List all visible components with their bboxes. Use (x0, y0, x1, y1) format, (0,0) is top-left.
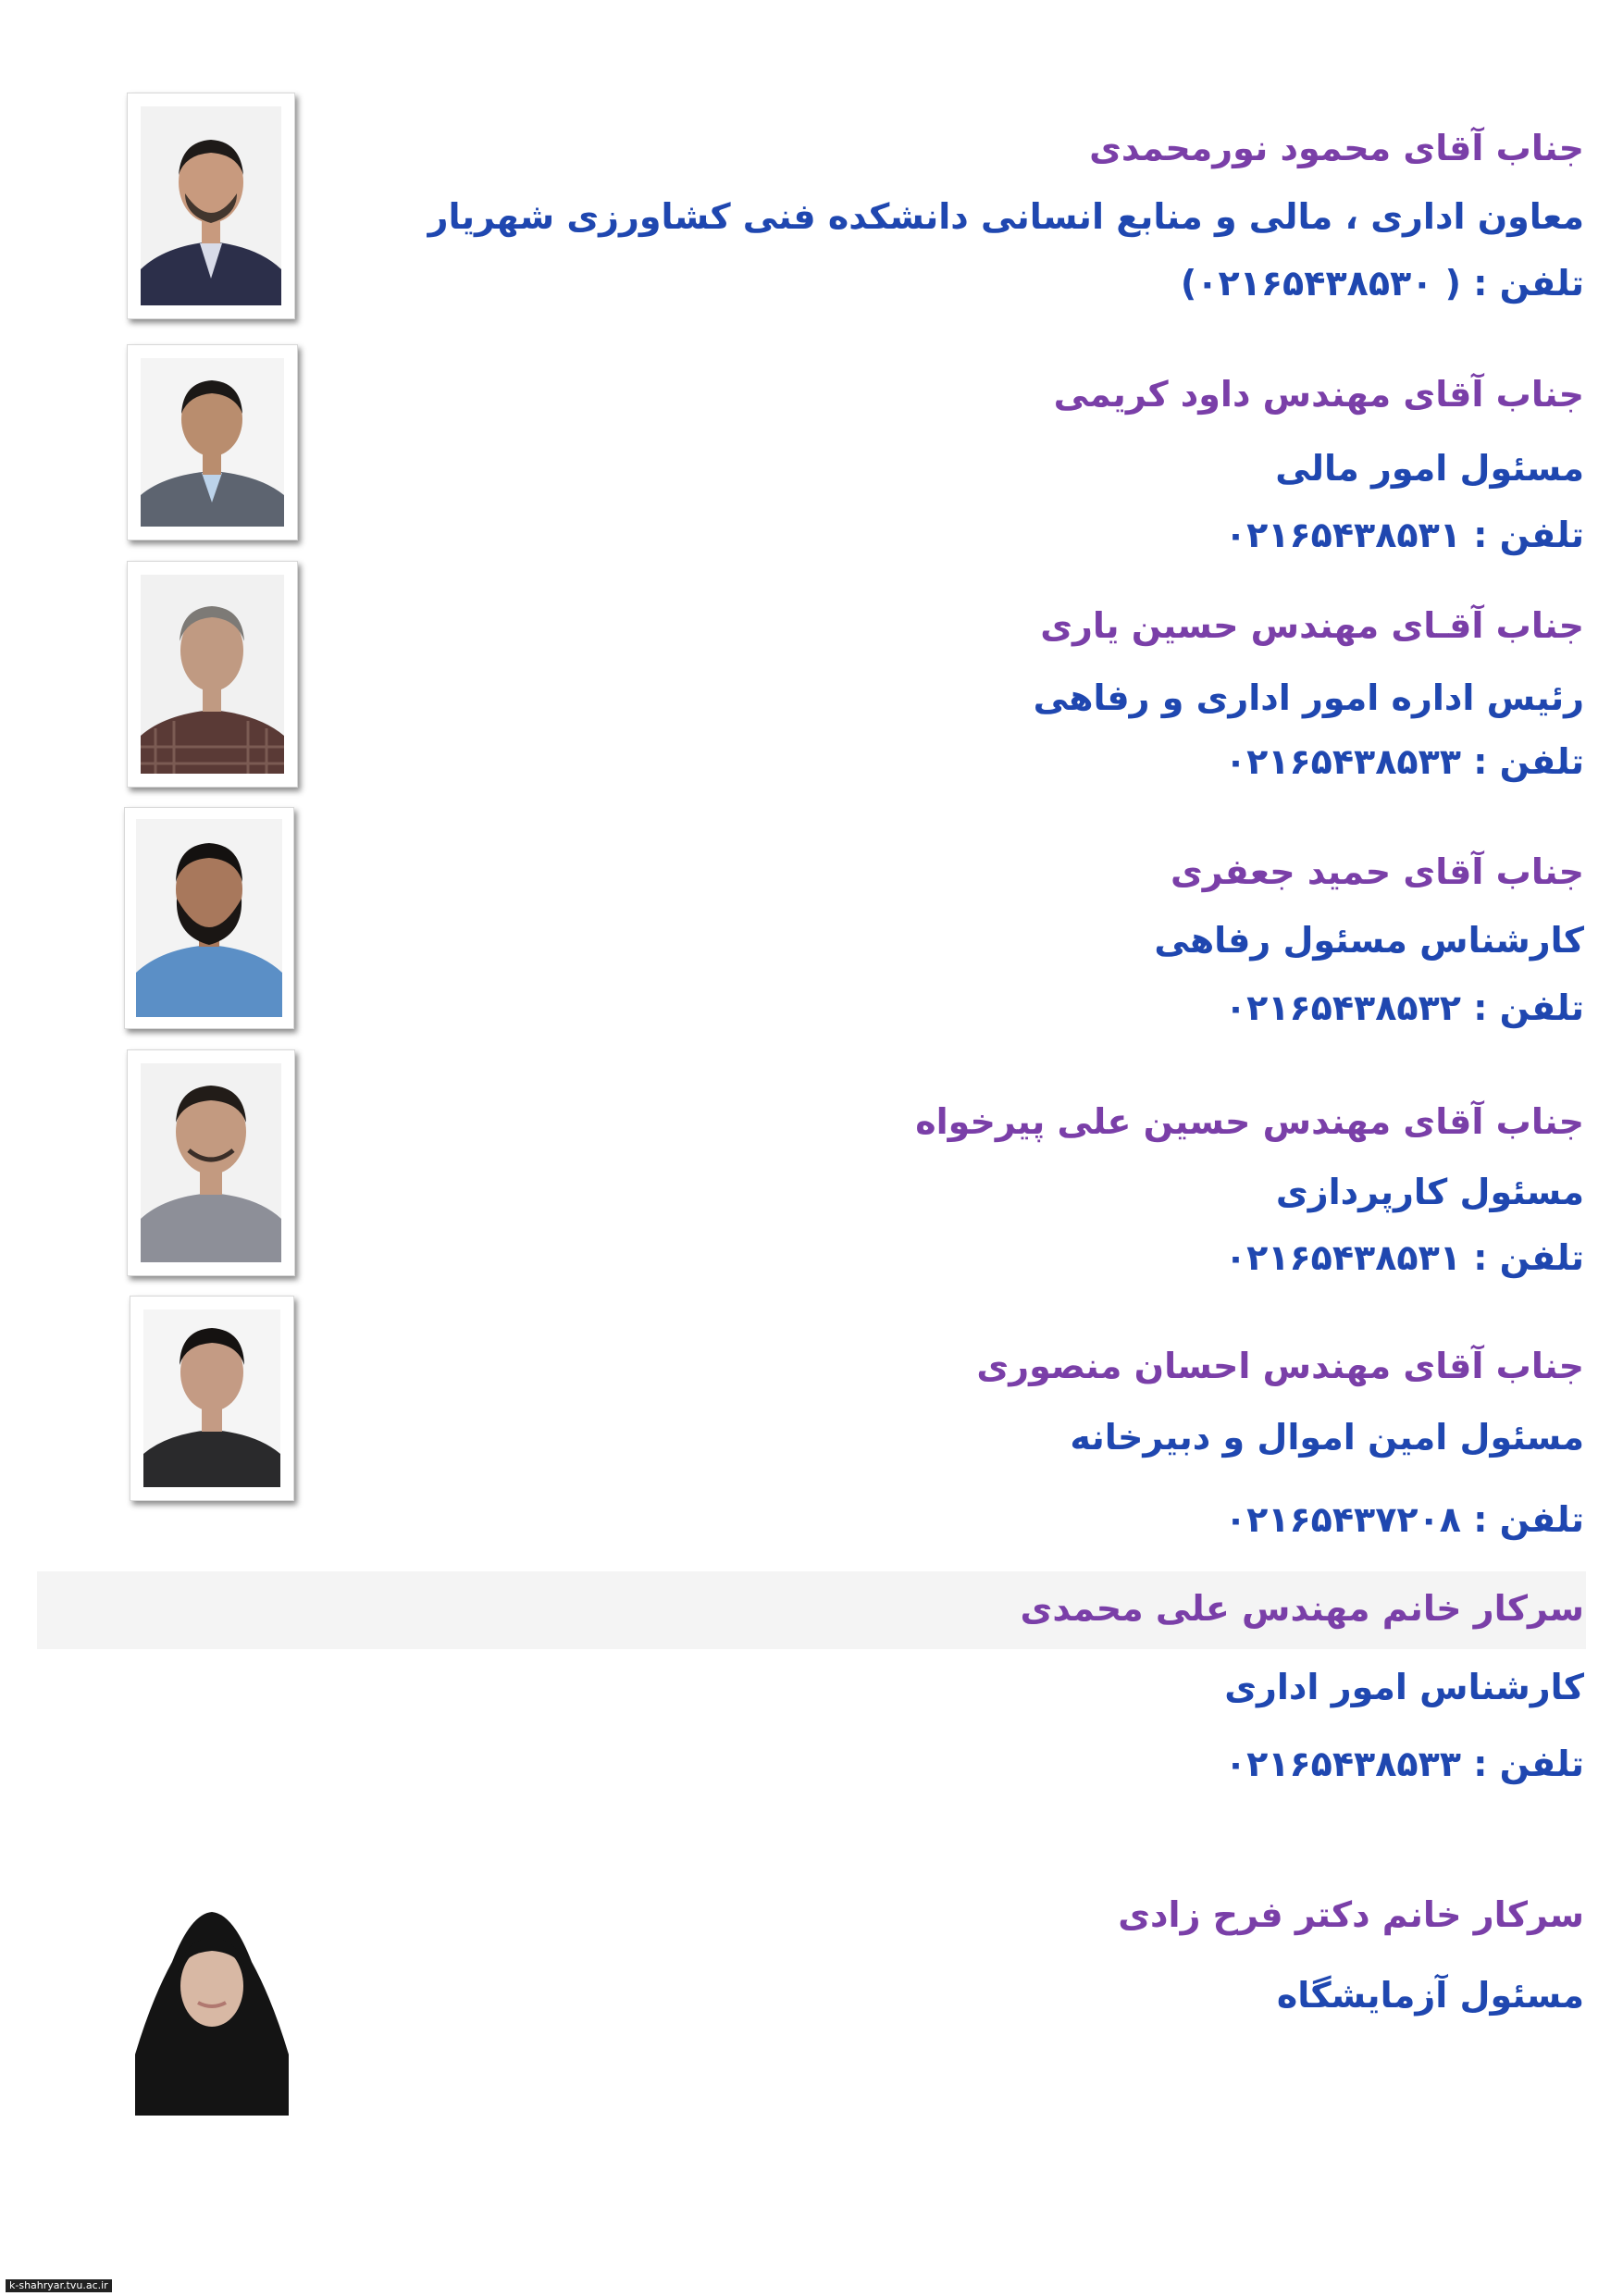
staff-2-phone: تلفن : ۰۲۱۶۵۴۳۸۵۳۱ (1224, 515, 1584, 555)
staff-3-name: جناب آقـای مهندس حسین یاری (1040, 605, 1584, 646)
staff-4-phone: تلفن : ۰۲۱۶۵۴۳۸۵۳۲ (1224, 987, 1584, 1028)
staff-7-name: سرکار خانم مهندس علی محمدی (1020, 1588, 1584, 1629)
staff-5-title: مسئول کارپردازی (1275, 1172, 1584, 1212)
staff-6-phone: تلفن : ۰۲۱۶۵۴۳۷۲۰۸ (1224, 1499, 1584, 1540)
staff-8-name: سرکار خانم دکتر فرح زادی (1118, 1894, 1584, 1935)
staff-4-photo (124, 807, 294, 1029)
staff-4-title: کارشناس مسئول رفاهی (1154, 920, 1584, 961)
staff-1-phone: تلفن : ( ۰۲۱۶۵۴۳۸۵۳۰) (1180, 263, 1584, 304)
staff-5-phone: تلفن : ۰۲۱۶۵۴۳۸۵۳۱ (1224, 1237, 1584, 1278)
staff-2-photo (127, 344, 298, 540)
staff-6-title: مسئول امین اموال و دبیرخانه (1070, 1417, 1584, 1458)
staff-1-title: معاون اداری ، مالی و منابع انسانی دانشکده فنی کشاورزی شهریار (427, 196, 1584, 237)
staff-4-name: جناب آقای حمید جعفری (1170, 851, 1584, 892)
staff-5-name: جناب آقای مهندس حسین علی پیرخواه (915, 1101, 1584, 1142)
staff-7-title: کارشناس امور اداری (1224, 1667, 1584, 1707)
staff-1-photo (127, 93, 295, 319)
staff-2-name: جناب آقای مهندس داود کریمی (1053, 374, 1584, 415)
staff-8-title: مسئول آزمایشگاه (1276, 1975, 1584, 2016)
staff-5-photo (127, 1049, 295, 1276)
staff-3-photo (127, 561, 298, 788)
staff-6-photo (130, 1296, 294, 1501)
staff-3-title: رئیس اداره امور اداری و رفاهی (1033, 677, 1584, 718)
staff-6-name: جناب آقای مهندس احسان منصوری (976, 1346, 1584, 1386)
staff-7-phone: تلفن : ۰۲۱۶۵۴۳۸۵۳۳ (1224, 1744, 1584, 1784)
staff-8-photo (126, 1888, 298, 2116)
site-logo[interactable]: k-shahryar.tvu.ac.ir (6, 2279, 112, 2292)
staff-2-title: مسئول امور مالی (1275, 448, 1584, 489)
staff-3-phone: تلفن : ۰۲۱۶۵۴۳۸۵۳۳ (1224, 741, 1584, 782)
staff-1-name: جناب آقای محمود نورمحمدی (1089, 128, 1584, 168)
